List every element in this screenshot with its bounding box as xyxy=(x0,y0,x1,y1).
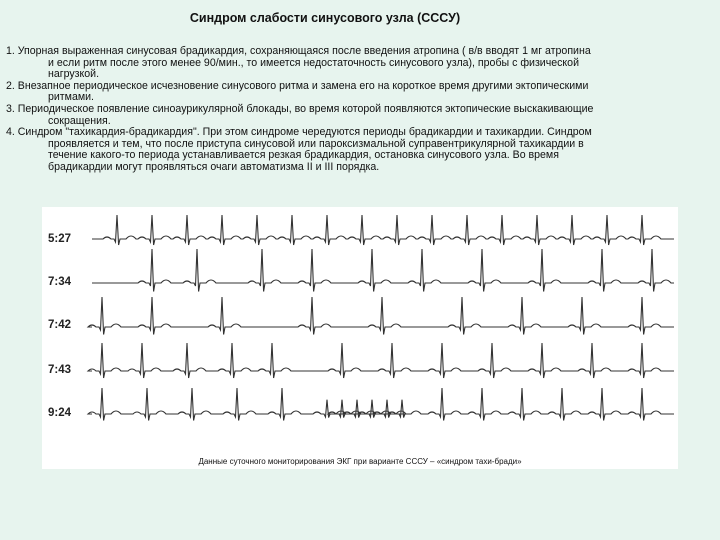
figure-caption: Данные суточного мониторирования ЭКГ при варианте СССУ – «синдром тахи-бради» xyxy=(198,457,522,466)
ecg-traces xyxy=(42,207,678,469)
list-item xyxy=(6,46,710,81)
item-continuation: брадикардии могут проявляться очаги автоматизма II и III порядка. xyxy=(48,160,380,173)
item-first-line: 2. Внезапное периодическое исчезновение синусового ритма и замена его на короткое время другими эктопическими xyxy=(6,79,589,92)
item-continuation: проявляется и тем, что после приступа синусовой или пароксизмальной суправентрикулярной тахикардии в xyxy=(48,137,584,150)
list-item xyxy=(6,81,710,104)
ecg-trace-line xyxy=(92,215,674,245)
item-continuation: сокращения. xyxy=(48,114,111,127)
item-continuation: течение какого-то периода устанавливается резкая брадикардия, остановка синусового узла. Во время xyxy=(48,149,559,162)
item-first-line: 1. Упорная выраженная синусовая брадикардия, сохраняющаяся после введения атропина ( в/в вводят 1 мг атропина xyxy=(6,45,591,57)
lead-label: 5:27 xyxy=(48,233,72,245)
ecg-trace-line xyxy=(88,343,674,378)
ecg-trace-line xyxy=(88,297,674,335)
item-first-line: 3. Периодическое появление синоаурикулярной блокады, во время которой появляются эктопические выскакивающие xyxy=(6,102,594,115)
lead-label: 7:42 xyxy=(48,319,72,331)
list-item xyxy=(6,127,710,173)
item-continuation: и если ритм после этого менее 90/мин., то имеется недостаточность синусового узла), пробы с физической xyxy=(48,56,579,69)
item-first-line: 4. Синдром "тахикардия-брадикардия". При этом синдроме чередуются периоды брадикардии и тахикардии. Синдром xyxy=(6,126,592,139)
lead-label: 9:24 xyxy=(48,407,72,419)
list-item xyxy=(6,104,710,127)
ecg-figure xyxy=(42,207,678,469)
ecg-trace-line xyxy=(92,249,674,292)
slide-title: Синдром слабости синусового узла (СССУ) xyxy=(189,11,461,25)
item-continuation: ритмами. xyxy=(48,91,94,104)
criteria-list xyxy=(6,46,710,174)
item-continuation: нагрузкой. xyxy=(48,68,100,81)
lead-label: 7:34 xyxy=(48,276,72,288)
lead-label: 7:43 xyxy=(48,364,72,376)
ecg-trace-line xyxy=(88,388,674,421)
